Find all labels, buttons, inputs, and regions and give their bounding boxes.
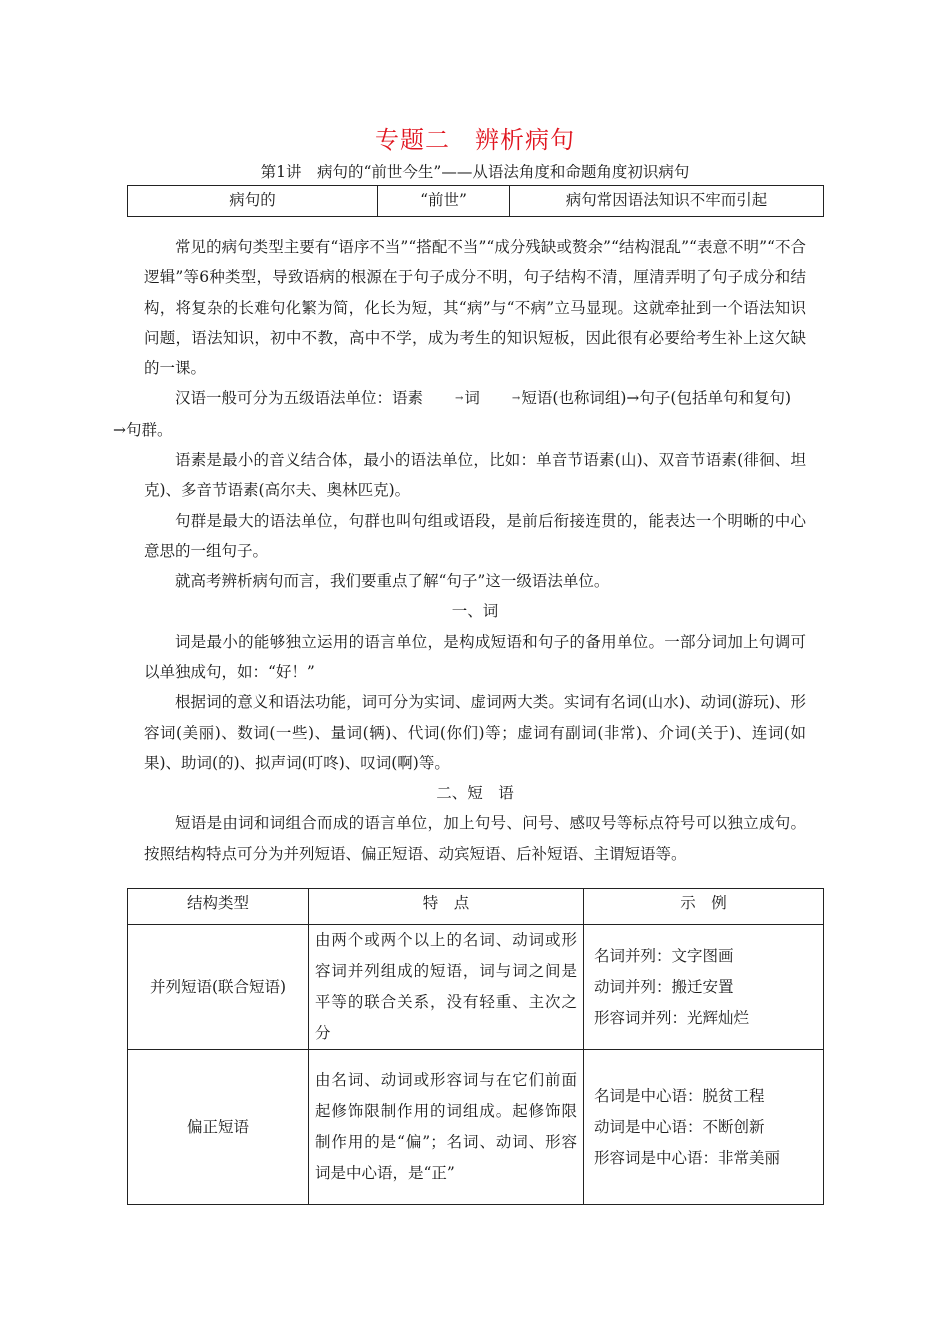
paragraph: 就高考辨析病句而言，我们要重点了解“句子”这一级语法单位。 xyxy=(175,572,610,591)
header-cell: 病句的 xyxy=(128,186,378,217)
paragraph: 词是最小的能够独立运用的语言单位，是构成短语和句子的备用单位。一部分词加上句调可以单独成句，如：“好！” xyxy=(144,632,806,681)
example-line: 形容词是中心语：非常美丽 xyxy=(594,1148,781,1167)
phrase-table xyxy=(127,888,824,1205)
column-header: 特 点 xyxy=(309,889,584,925)
arrow-icon: → xyxy=(511,393,521,405)
feature-cell: 由两个或两个以上的名词、动词或形容词并列组成的短语，词与词之间是平等的联合关系，没有轻重、主次之分 xyxy=(309,925,584,1050)
section-heading: 一、词 xyxy=(451,602,499,621)
main-text xyxy=(113,232,806,869)
column-header: 示 例 xyxy=(584,889,824,925)
page-title: 专题二 辨析病句 xyxy=(375,126,575,154)
paragraph: 语素是最小的音义结合体，最小的语法单位，比如：单音节语素(山)、双音节语素(徘徊、坦克)、多音节语素(高尔夫、奥林匹克)。 xyxy=(144,450,806,500)
type-cell: 偏正短语 xyxy=(128,1050,309,1205)
example-line: 名词并列：文字图画 xyxy=(594,946,734,965)
example-line: 动词是中心语：不断创新 xyxy=(594,1117,765,1136)
examples-cell xyxy=(584,925,824,1050)
paragraph: 常见的病句类型主要有“语序不当”“搭配不当”“成分残缺或赘余”“结构混乱”“表意不明”“不合逻辑”等6种类型，导致语病的根源在于句子成分不明，句子结构不清，厘清弄明了句子成分和结构，将复杂的长难句化繁为简，化长为短，其“病”与“不病”立马显现。这就牵扯到一个语法知识问题，语法知识，初中不教，高中不学，成为考生的知识短板，因此很有必要给考生补上这欠缺的一课。 xyxy=(144,238,806,378)
paragraph: 短语是由词和词组合而成的语言单位，加上句号、问号、感叹号等标点符号可以独立成句。按照结构特点可分为并列短语、偏正短语、动宾短语、后补短语、主谓短语等。 xyxy=(144,814,806,863)
paragraph-text: 短语(也称词组) xyxy=(521,389,627,408)
paragraph-text: 汉语一般可分为五级语法单位：语素 xyxy=(175,389,424,408)
arrow-icon: → xyxy=(113,420,126,439)
arrow-icon: → xyxy=(455,393,464,405)
header-cell: “前世” xyxy=(378,186,510,217)
example-line: 动词并列：搬迁安置 xyxy=(594,977,734,996)
arrow-icon: → xyxy=(626,389,640,408)
lecture-subtitle: 第1讲 病句的“前世今生”——从语法角度和命题角度初识病句 xyxy=(260,163,690,181)
section-heading: 二、短 语 xyxy=(436,784,514,803)
paragraph: 句群是最大的语法单位，句群也叫句组或语段，是前后衔接连贯的，能表达一个明晰的中心意思的一组句子。 xyxy=(144,511,806,560)
example-line: 形容词并列：光辉灿烂 xyxy=(594,1008,750,1027)
table-row xyxy=(128,1050,824,1205)
examples-cell xyxy=(584,1050,824,1205)
paragraph: 根据词的意义和语法功能，词可分为实词、虚词两大类。实词有名词(山水)、动词(游玩)、形容词(美丽)、数词(一些)、量词(辆)、代词(你们)等；虚词有副词(非常)、介词(关于)、连词(如果)、助词(的)、拟声词(叮咚)、叹词(啊)等。 xyxy=(144,693,806,772)
paragraph-text: 句群。 xyxy=(126,420,173,439)
table-row xyxy=(128,925,824,1050)
header-table xyxy=(127,185,824,217)
paragraph-text: 词 xyxy=(464,389,480,408)
header-cell: 病句常因语法知识不牢而引起 xyxy=(510,186,824,217)
type-cell: 并列短语(联合短语) xyxy=(128,925,309,1050)
paragraph xyxy=(113,383,806,444)
example-line: 名词是中心语：脱贫工程 xyxy=(594,1086,765,1105)
paragraph-text: 句子(包括单句和复句) xyxy=(639,389,792,408)
column-header: 结构类型 xyxy=(128,889,309,925)
feature-cell: 由名词、动词或形容词与在它们前面起修饰限制作用的词组成。起修饰限制作用的是“偏”；名词、动词、形容词是中心语，是“正” xyxy=(309,1050,584,1205)
